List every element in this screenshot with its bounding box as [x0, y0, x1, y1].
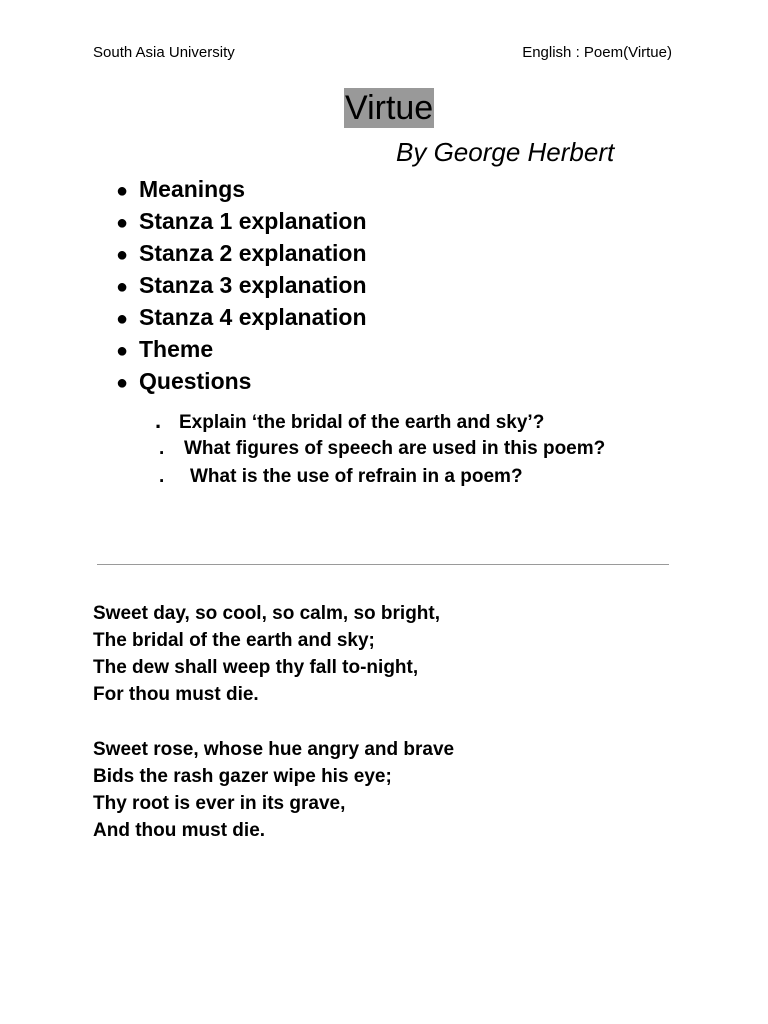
poem-line: Thy root is ever in its grave, [93, 793, 346, 814]
bullet-icon: ● [116, 244, 129, 266]
question-item [155, 408, 544, 434]
question-item [159, 438, 605, 460]
poem-line: Bids the rash gazer wipe his eye; [93, 766, 392, 787]
list-item-label: Stanza 4 explanation [139, 304, 367, 330]
list-item [116, 365, 367, 397]
topics-list [116, 173, 367, 397]
dot-marker-icon: . [159, 466, 165, 487]
bullet-icon: ● [116, 212, 129, 234]
list-item [116, 269, 367, 301]
list-item-label: Theme [139, 336, 214, 362]
bullet-icon: ● [116, 276, 129, 298]
author-line: By George Herbert [396, 137, 615, 167]
poem-line: Sweet rose, whose hue angry and brave [93, 739, 455, 760]
bullet-icon: ● [116, 180, 129, 202]
poem-stanza-2 [93, 736, 454, 844]
poem-line: The bridal of the earth and sky; [93, 630, 375, 651]
section-divider [97, 564, 669, 565]
list-item [116, 205, 367, 237]
header-institution: South Asia University [93, 44, 235, 61]
header-course: English : Poem(Virtue) [522, 44, 672, 61]
bullet-icon: ● [116, 340, 129, 362]
list-item [116, 301, 367, 333]
dot-marker-icon: . [155, 408, 162, 433]
list-item [116, 173, 367, 205]
list-item-label: Meanings [139, 176, 246, 202]
poem-line: The dew shall weep thy fall to-night, [93, 657, 419, 678]
list-item-label: Stanza 1 explanation [139, 208, 367, 234]
list-item-label: Stanza 2 explanation [139, 240, 367, 266]
poem-line: Sweet day, so cool, so calm, so bright, [93, 603, 441, 624]
list-item [116, 237, 367, 269]
poem-line: And thou must die. [93, 820, 266, 841]
question-item [159, 466, 523, 488]
bullet-icon: ● [116, 308, 129, 330]
list-item [116, 333, 367, 365]
poem-line: For thou must die. [93, 684, 259, 705]
poem-stanza-1 [93, 600, 440, 708]
list-item-label: Questions [139, 368, 252, 394]
question-text: What figures of speech are used in this poem? [184, 438, 606, 459]
document-title: Virtue [345, 89, 434, 127]
dot-marker-icon: . [159, 438, 165, 459]
bullet-icon: ● [116, 372, 129, 394]
question-text: What is the use of refrain in a poem? [190, 466, 523, 487]
list-item-label: Stanza 3 explanation [139, 272, 367, 298]
question-text: Explain ‘the bridal of the earth and sky’? [179, 412, 545, 433]
